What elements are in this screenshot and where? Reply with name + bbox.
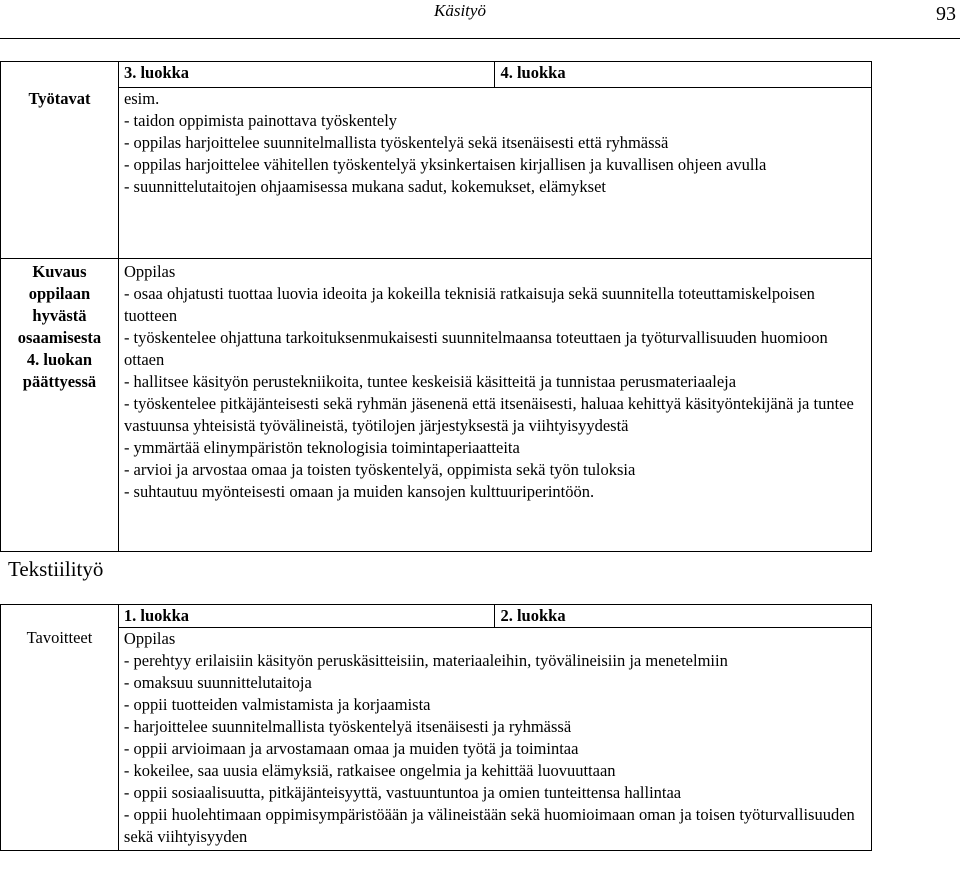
grade-heading: 2. luokka xyxy=(495,605,872,628)
page-number: 93 xyxy=(936,3,956,25)
table-row xyxy=(1,628,872,851)
table-row xyxy=(1,259,872,552)
list-item: - oppilas harjoittelee suunnitelmallista työskentelyä sekä itsenäisesti että ryhmässä xyxy=(123,133,669,153)
tyotavat-list xyxy=(124,110,871,198)
list-item: - osaa ohjatusti tuottaa luovia ideoita ja kokeilla teknisiä ratkaisuja sekä suunnitella toteuttamiskelpoisen tuotteen xyxy=(123,284,815,325)
grade-heading: 3. luokka xyxy=(118,62,495,88)
list-item: - kokeilee, saa uusia elämyksiä, ratkaisee ongelmia ja kehittää luovuuttaan xyxy=(123,761,616,780)
curriculum-table-grades-3-4 xyxy=(0,61,872,552)
list-item: - suunnittelutaitojen ohjaamisessa mukana sadut, kokemukset, elämykset xyxy=(123,177,606,197)
list-item: - omaksuu suunnittelutaitoja xyxy=(123,673,312,692)
row-label-tavoitteet: Tavoitteet xyxy=(26,628,93,647)
grade-heading: 1. luokka xyxy=(118,605,495,628)
label-line: osaamisesta xyxy=(17,328,102,347)
tyotavat-content xyxy=(118,88,871,259)
table-row xyxy=(1,605,872,628)
list-item: - arvioi ja arvostaa omaa ja toisten työskentelyä, oppimista sekä työn tuloksia xyxy=(123,460,636,479)
tavoitteet-list xyxy=(124,650,871,848)
list-item: - oppii arvioimaan ja arvostamaan omaa ja muiden työtä ja toimintaa xyxy=(123,739,579,758)
list-item: - työskentelee pitkäjänteisesti sekä ryhmän jäsenenä että itsenäisesti, haluaa kehittyä käsityöntekijänä ja tuntee vastuunsa yhteisistä työvälineistä, työtilojen järjestyksestä ja viihtyisyydestä xyxy=(123,394,854,435)
list-item: - oppii huolehtimaan oppimisympäristöään ja välineistään sekä huomioimaan oman ja toisen työturvallisuuden sekä viihtyisyyden xyxy=(123,805,855,846)
list-item: - oppilas harjoittelee vähitellen työskentelyä yksinkertaisen kirjallisen ja kuvallisen ohjeen avulla xyxy=(123,155,767,175)
list-item: - oppii sosiaalisuutta, pitkäjänteisyyttä, vastuuntuntoa ja omien tunteittensa hallintaa xyxy=(123,783,682,802)
list-item: - oppii tuotteiden valmistamista ja korjaamista xyxy=(123,695,431,714)
lead-text: Oppilas xyxy=(123,629,176,648)
list-item: - työskentelee ohjattuna tarkoituksenmukaisesti suunnitelmaansa toteuttaen ja työturvallisuuden huomioon ottaen xyxy=(123,328,828,369)
label-line: hyvästä xyxy=(32,306,87,325)
list-item: - ymmärtää elinympäristön teknologisia toimintaperiaatteita xyxy=(123,438,520,457)
running-header-title: Käsityö xyxy=(434,1,486,20)
lead-text: esim. xyxy=(123,89,160,109)
list-item: - harjoittelee suunnitelmallista työskentelyä itsenäisesti ja ryhmässä xyxy=(123,717,572,736)
kuvaus-list xyxy=(124,283,871,503)
table-row xyxy=(1,62,872,88)
lead-text: Oppilas xyxy=(123,262,176,281)
row-label-kuvaus xyxy=(1,259,119,552)
label-line: Kuvaus xyxy=(32,262,87,281)
list-item: - taidon oppimista painottava työskentely xyxy=(123,111,398,131)
section-title: Tekstiilityö xyxy=(8,557,104,581)
list-item: - perehtyy erilaisiin käsityön peruskäsitteisiin, materiaaleihin, työvälineisiin ja menetelmiin xyxy=(123,651,728,670)
label-line: oppilaan xyxy=(28,284,91,303)
tavoitteet-content xyxy=(118,628,871,851)
list-item: - hallitsee käsityön perustekniikoita, tuntee keskeisiä käsitteitä ja tunnistaa perusmateriaaleja xyxy=(123,372,737,391)
table-row xyxy=(1,88,872,259)
grade-heading: 4. luokka xyxy=(495,62,872,88)
kuvaus-content xyxy=(118,259,871,552)
curriculum-table-grades-1-2 xyxy=(0,604,872,851)
label-line: 4. luokan xyxy=(26,350,93,369)
row-label-tyotavat: Työtavat xyxy=(28,89,91,108)
header-rule xyxy=(0,38,960,39)
list-item: - suhtautuu myönteisesti omaan ja muiden kansojen kulttuuriperintöön. xyxy=(123,482,595,501)
label-line: päättyessä xyxy=(22,372,97,391)
